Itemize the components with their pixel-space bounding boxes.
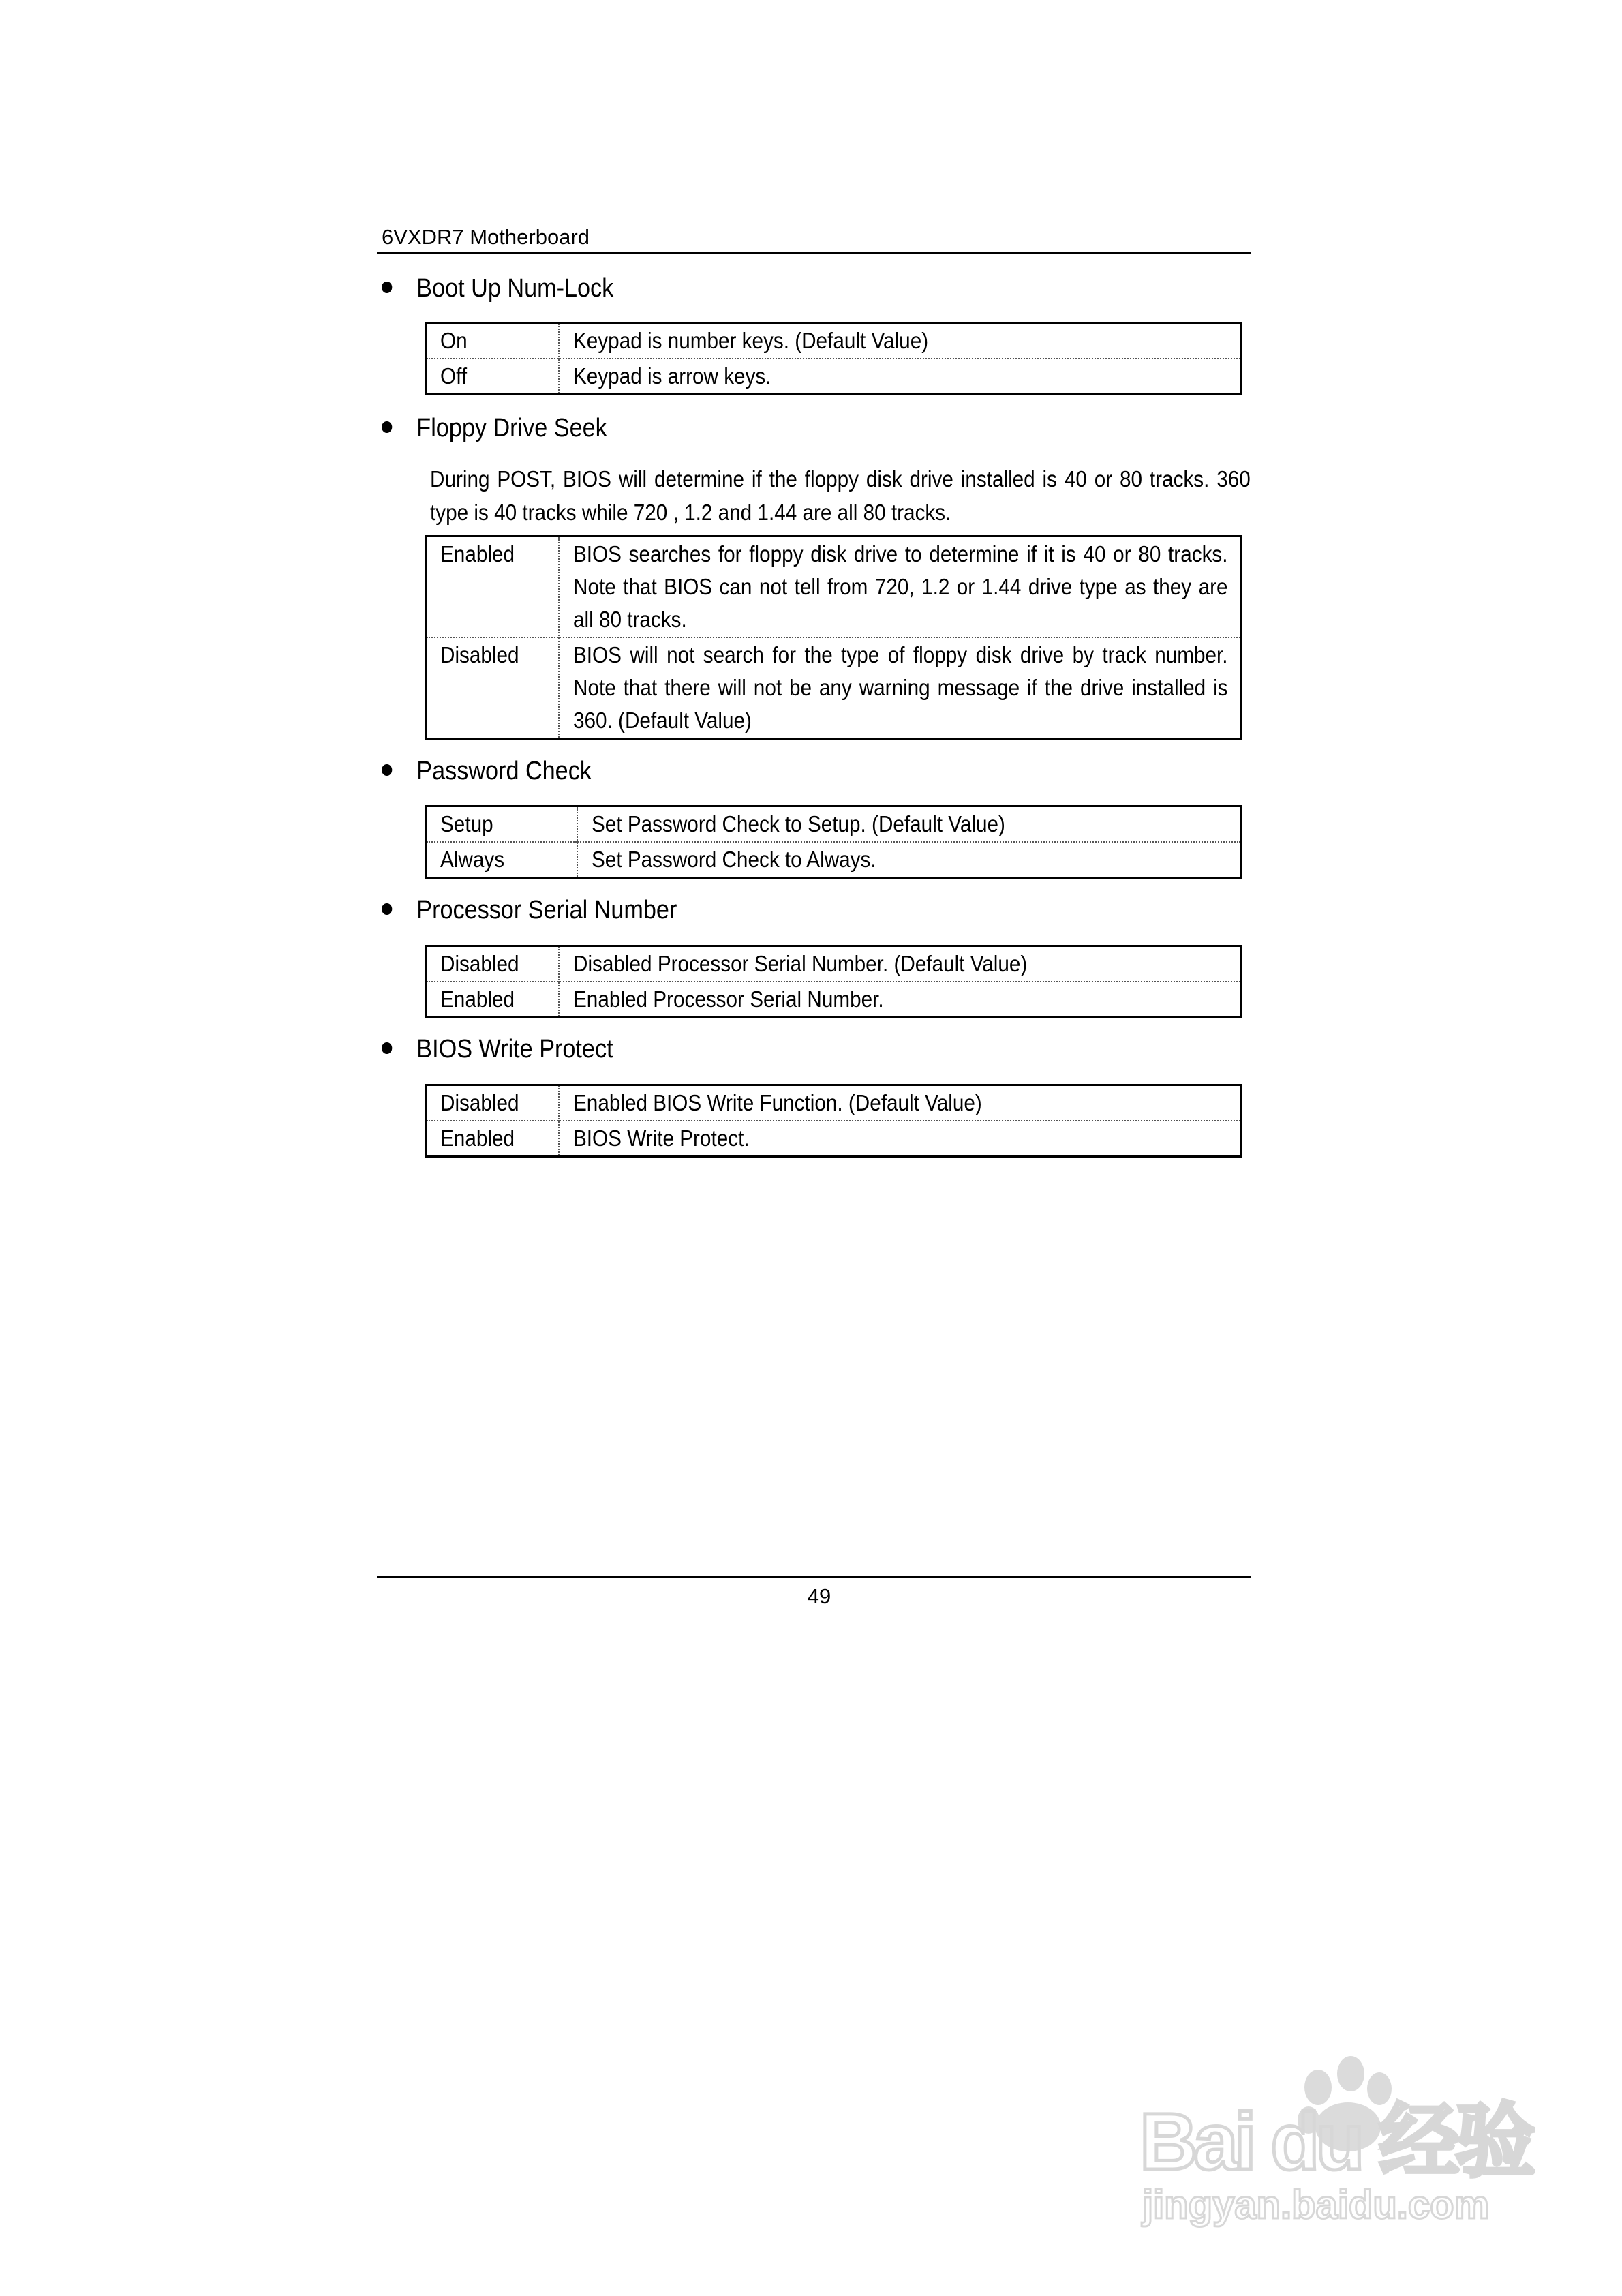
section-title-text: Boot Up Num-Lock (416, 274, 614, 303)
floppy-options-table (425, 535, 1242, 740)
section-title-floppy (382, 411, 607, 445)
header-rule (377, 252, 1251, 254)
numlock-options-table (425, 322, 1242, 395)
footer-rule (377, 1576, 1251, 1578)
section-title-password (382, 754, 592, 788)
table-row (426, 1085, 1242, 1121)
table-row (426, 946, 1242, 982)
serial-options-table (425, 945, 1242, 1018)
option-cell: Always (426, 842, 577, 878)
option-cell: Enabled (426, 537, 559, 638)
description-cell: Keypad is number keys. (Default Value) (572, 328, 928, 353)
table-row (426, 806, 1242, 843)
table-row (426, 537, 1242, 638)
bullet-icon (382, 903, 392, 915)
option-cell: On (426, 323, 559, 359)
option-cell: Enabled (426, 1121, 559, 1157)
description-cell: BIOS Write Protect. (559, 1121, 1242, 1157)
section-title-text: BIOS Write Protect (416, 1035, 613, 1063)
option-cell: Disabled (426, 1085, 559, 1121)
page-number: 49 (807, 1584, 831, 1608)
description-cell: Enabled Processor Serial Number. (559, 982, 1242, 1018)
watermark-brand: Bai du 经验 (1139, 2097, 1532, 2187)
description-cell: Set Password Check to Setup. (Default Value) (591, 811, 1005, 836)
option-cell: Off (426, 359, 559, 395)
floppy-intro-paragraph: During POST, BIOS will determine if the floppy disk drive installed is 40 or 80 tracks. 360 type is 40 tracks while 720 , 1.2 and 1.44 are all 80 tracks. (430, 466, 1251, 525)
section-title-text: Password Check (416, 757, 592, 785)
option-cell: Disabled (426, 637, 559, 739)
option-cell: Setup (426, 806, 577, 843)
description-cell: BIOS will not search for the type of floppy disk drive by track number. Note that there will not be any warning message if the drive installed is 360. (Default Value) (559, 637, 1242, 739)
table-row (426, 359, 1242, 395)
table-row (426, 982, 1242, 1018)
description-cell: BIOS searches for floppy disk drive to determine if it is 40 or 80 tracks. Note that BIOS can not tell from 720, 1.2 or 1.44 drive type as they are all 80 tracks. (572, 541, 1228, 632)
password-options-table (425, 805, 1242, 879)
option-cell: Disabled (426, 946, 559, 982)
table-row (426, 842, 1242, 878)
bullet-icon (382, 1042, 392, 1054)
table-row (426, 323, 1242, 359)
description-cell: Keypad is arrow keys. (559, 359, 1242, 395)
running-header: 6VXDR7 Motherboard (382, 225, 590, 249)
section-title-text: Floppy Drive Seek (416, 414, 607, 442)
description-cell: Enabled BIOS Write Function. (Default Value) (572, 1090, 982, 1115)
description-cell: Disabled Processor Serial Number. (Default Value) (572, 951, 1027, 976)
watermark-url: jingyan.baidu.com (1142, 2183, 1490, 2227)
section-title-writeprotect (382, 1032, 613, 1066)
baidu-jingyan-watermark (1139, 2046, 1535, 2231)
section-title-serial (382, 893, 677, 927)
bullet-icon (382, 421, 392, 433)
bullet-icon (382, 764, 392, 776)
table-row (426, 1121, 1242, 1157)
bullet-icon (382, 282, 392, 293)
section-title-text: Processor Serial Number (416, 896, 677, 924)
writeprotect-options-table (425, 1084, 1242, 1158)
option-cell: Enabled (426, 982, 559, 1018)
table-row (426, 637, 1242, 739)
section-title-numlock (382, 271, 613, 305)
description-cell: Set Password Check to Always. (577, 842, 1242, 878)
